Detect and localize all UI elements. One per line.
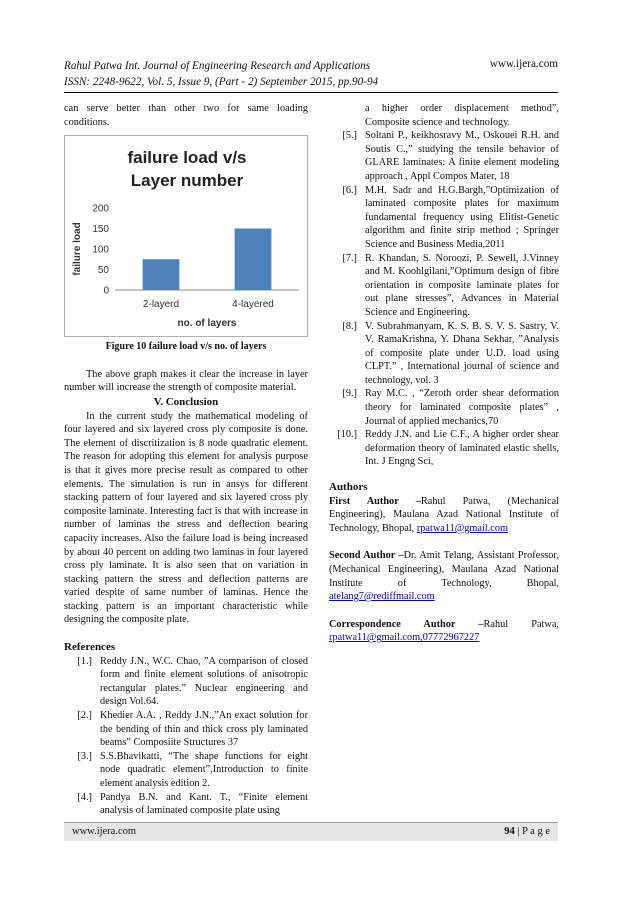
reference-item [329,184,559,252]
reference-number: [10.] [337,429,357,441]
figure-caption: Figure 10 failure load v/s no. of layers [105,341,267,353]
failure-load-chart [64,135,308,337]
page-footer [64,822,558,841]
section-heading-conclusion: V. Conclusion [153,395,219,408]
reference-item [64,791,308,818]
second-author [329,549,559,603]
chart-title-line-1: failure load v/s [127,148,247,168]
y-tick-label: 200 [92,203,109,215]
y-tick-label: 100 [92,244,109,256]
author-details: Rahul Patwa, [483,618,559,630]
author-email-link[interactable]: rpatwa11@gmail.com,07772967227 [329,632,480,644]
reference-text: M.H. Sadr and H.G.Bargh,”Optimization of laminated composite plates for maximum fundamental frequency using Elitist-Genetic algorithm and finite strip method ; Springer Science and Business Media,2011 [365,184,559,250]
footer-site: www.ijera.com [72,826,137,837]
reference-number: [3.] [77,750,92,762]
reference-item [329,129,559,183]
author-email-link[interactable]: atelang7@rediffmail.com [329,591,435,603]
reference-text: Pandya B.N. and Kant. T., “Finite element analysis of laminated composite plate using [100,791,308,817]
reference-number: [2.] [77,710,92,722]
page-label: | P a g e [514,826,550,837]
author-email-link[interactable]: rpatwa11@gmail.com [416,522,509,534]
reference-text: R. Khandan, S. Noroozi, P. Sewell, J.Vinney and M. Koohlgilani,”Optimum design of fibre orientation in composite laminate plates for out plane stresses”, Advances in Material Science and Engineering. [365,252,559,318]
header-rule [64,92,558,93]
page-number [504,826,550,837]
page-number-value: 94 [504,826,515,837]
reference-number: [1.] [77,655,92,667]
first-author [329,495,559,536]
y-tick-label: 150 [92,224,109,236]
x-tick-label: 4-layered [232,299,274,311]
reference-number: [6.] [342,184,357,196]
reference-text: Ray M.C. , “Zeroth order shear deformation theory for laminated composite plates” , Journal of applied mechanics,70 [365,388,559,427]
reference-number: [7.] [342,252,357,264]
y-axis-label: failure load [72,222,83,276]
reference-item [64,750,308,791]
reference-item [329,252,559,320]
references-list [64,655,308,818]
chart-svg [65,136,309,336]
reference-number: [4.] [77,791,92,803]
reference-item [329,387,559,428]
references-list [329,129,559,469]
author-role: Correspondence Author – [329,618,484,630]
bar [143,259,180,290]
author-role: First Author – [329,495,421,507]
y-tick-label: 50 [97,265,109,277]
right-column [329,102,559,645]
reference-number: [5.] [342,130,357,142]
bar [235,229,272,291]
x-tick-label: 2-layerd [142,299,180,311]
journal-title: Rahul Patwa Int. Journal of Engineering Research and Applications [64,60,371,72]
reference-text: S.S.Bhavikatti, “The shape functions for eight node quadratic element”,Introduction to finite element analysis edition 2. [100,750,308,789]
reference-item [329,428,559,469]
reference-text: Reddy J.N., W.C. Chao, ”A comparison of closed form and finite element solutions of anisotropic rectangular plates.” Nuclear engineering and design Vol.64. [100,655,308,708]
correspondence-author [329,618,559,645]
chart-title-line-2: Layer number [130,171,244,191]
reference-text: Soltani P., keikhosravy M., Oskouei R.H. and Soutis C.,” studying the tensile behavior of GLARE laminates: A finite element modeling approach , Appl Compos Mater, 18 [365,130,559,182]
x-axis-label: no. of layers [177,318,237,330]
reference-text: V. Subrahmanyam, K. S. B. S. V. S. Sastry, V. V. RamaKrishna, Y. Dhana Sekhar, ”Analysis of composite plate under U.D. load using CLPT.” , International journal of science and technology, vol. 3 [365,320,559,386]
author-details: Dr. Amit Telang, Assistant Professor, (Mechanical Engineering), Maulana Azad National Institute of Technology, Bhopal, [329,550,559,589]
reference-text: Reddy J.N. and Lie C.F., A higher order shear deformation theory of laminated elastic shells, Int. J Engng Sci, [365,429,559,468]
reference-number: [8.] [342,320,357,332]
authors-heading: Authors [329,481,368,494]
header-site: www.ijera.com [489,58,558,70]
reference-text: Khedier A.A. , Reddy J.N.,”An exact solution for the bending of thin and thick cross ply laminated beams” Composiite Structures 37 [100,710,308,749]
issn-line: ISSN: 2248-9622, Vol. 5, Issue 9, (Part - 2) September 2015, pp.90-94 [64,76,379,88]
running-header [64,58,378,90]
reference-number: [9.] [342,388,357,400]
reference-item [329,320,559,388]
intro-text: can serve better than other two for same loading conditions. [64,103,308,128]
author-details: Rahul Patwa, (Mechanical Engineering), Maulana Azad National Institute of Technology, Bhopal, [329,495,559,534]
reference-continuation: a higher order displacement method”, Composite science and technology. [365,103,559,128]
graph-discussion: The above graph makes it clear the increase in layer number will increase the strength of composite material. [64,368,308,394]
conclusion-text: In the current study the mathematical modeling of four layered and six layered cross ply composite is done. The element of discritization is 8 node quadratic element. The reason for adopting this element for analysis purpose is that it gives more precise result as compared to other elements. The simulation is run in ansys for different stacking pattern of four layered and six layered cross ply composite laminate. Interesting fact is that with increase in number of laminas the stress and deflection bearing capacity increases. Also the failure load is being increased by about 40 percent on adding two laminas in four layered cross ply laminate. It is also seen that on variation in stacking pattern the stress and deflection patterns are varied despite of same number of laminas. Hence the stacking pattern is an important characteristic while designing the composite plate. [64,410,308,626]
left-column [64,102,308,818]
y-tick-label: 0 [103,285,109,297]
references-heading: References [64,641,116,654]
author-role: Second Author – [329,550,404,562]
reference-item [64,709,308,750]
reference-item [64,655,308,709]
